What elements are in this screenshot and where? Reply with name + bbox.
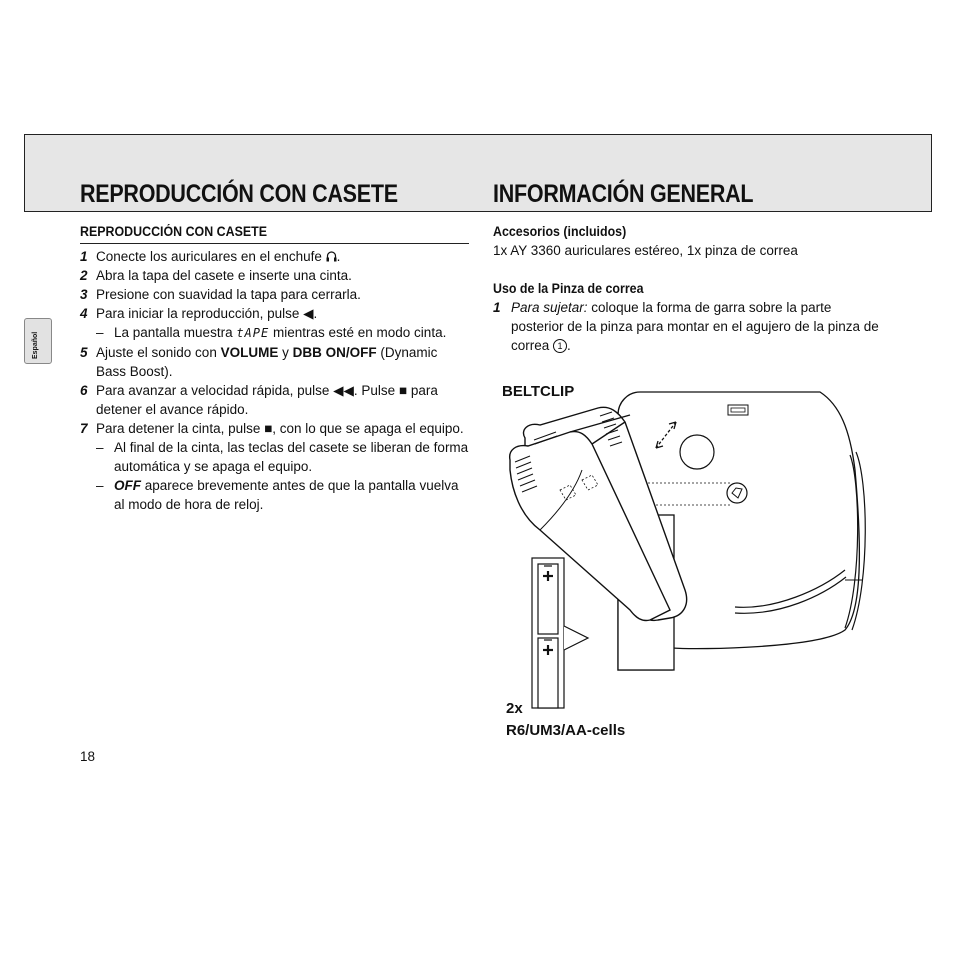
- beltclip-illustration: [500, 380, 870, 710]
- page-number: 18: [80, 749, 96, 764]
- volume-key-label: VOLUME: [220, 345, 279, 360]
- step-number: 1: [493, 300, 501, 315]
- step-text: Presione con suavidad la tapa para cerrarla.: [96, 287, 361, 302]
- battery-count-label: 2x: [506, 700, 523, 717]
- step-text-end: .: [567, 338, 571, 353]
- step-text: Para iniciar la reproducción, pulse ◀.: [96, 306, 318, 321]
- beltclip-label: BELTCLIP: [502, 383, 575, 400]
- accessories-heading: Accesorios (incluidos): [493, 224, 627, 239]
- lcd-display-text: tAPE: [236, 326, 270, 340]
- accessories-text: 1x AY 3360 auriculares estéreo, 1x pinza de correa: [493, 243, 798, 258]
- off-display-text: OFF: [114, 478, 141, 493]
- note-text: aparece brevemente antes de que la pantalla vuelva al modo de hora de reloj.: [114, 478, 459, 512]
- step-text: (Dynamic Bass Boost).: [96, 345, 438, 379]
- step-text: Para avanzar a velocidad rápida, pulse ◀◀. Pulse ■ para detener el avance rápido.: [96, 383, 438, 417]
- page-title-right: INFORMACIÓN GENERAL: [493, 180, 754, 208]
- step-6: [80, 381, 470, 419]
- language-tab: [24, 318, 52, 364]
- step-text: Para detener la cinta, pulse ■, con lo que se apaga el equipo.: [96, 421, 464, 436]
- dash: –: [96, 478, 104, 493]
- step-number: 4: [80, 306, 88, 321]
- step-4-note: [80, 323, 470, 343]
- right-column: [493, 222, 883, 355]
- step-text: Ajuste el sonido con: [96, 345, 221, 360]
- note-text: Al final de la cinta, las teclas del casete se liberan de forma automática y se apaga el equipo.: [114, 440, 469, 474]
- step-text: y: [278, 345, 293, 360]
- step-italic-text: Para sujetar:: [511, 300, 588, 315]
- step-5: [80, 343, 470, 381]
- step-text: Conecte los auriculares en el enchufe: [96, 249, 326, 264]
- page-title-left: REPRODUCCIÓN CON CASETE: [80, 180, 398, 208]
- step-number: 3: [80, 287, 88, 302]
- step-7-note-b: [80, 476, 470, 514]
- step-number: 7: [80, 421, 88, 436]
- dbb-key-label: DBB ON/OFF: [292, 345, 377, 360]
- step-number: 5: [80, 345, 88, 360]
- step-4: [80, 304, 470, 323]
- step-7-note-a: [80, 438, 470, 476]
- step-number: 2: [80, 268, 88, 283]
- section-heading: REPRODUCCIÓN CON CASETE: [80, 224, 268, 239]
- step-text-end: .: [336, 249, 341, 264]
- dash: –: [96, 325, 104, 340]
- step-7: [80, 419, 470, 438]
- hole-circle: [680, 435, 714, 469]
- language-tab-label: Español: [32, 331, 39, 359]
- note-text: La pantalla muestra: [114, 325, 237, 340]
- step-text: Abra la tapa del casete e inserte una cinta.: [96, 268, 352, 283]
- beltclip-heading: Uso de la Pinza de correa: [493, 281, 644, 296]
- battery-type-label: R6/UM3/AA-cells: [506, 722, 626, 739]
- step-3: [80, 285, 470, 304]
- headphone-icon: [326, 250, 337, 262]
- step-text: coloque la forma de garra sobre la parte posterior de la pinza para montar en el agujero de la pinza de correa: [511, 300, 879, 353]
- beltclip-step-1: [493, 298, 883, 355]
- dash: –: [96, 440, 104, 455]
- clip-hole-icon: [727, 483, 747, 503]
- callout-number-1: 1: [553, 339, 567, 353]
- section-rule: [80, 243, 469, 244]
- step-1: [80, 247, 470, 266]
- step-number: 1: [80, 249, 88, 264]
- note-text: mientras esté en modo cinta.: [269, 325, 447, 340]
- step-number: 6: [80, 383, 88, 398]
- step-2: [80, 266, 470, 285]
- left-column: [80, 222, 470, 514]
